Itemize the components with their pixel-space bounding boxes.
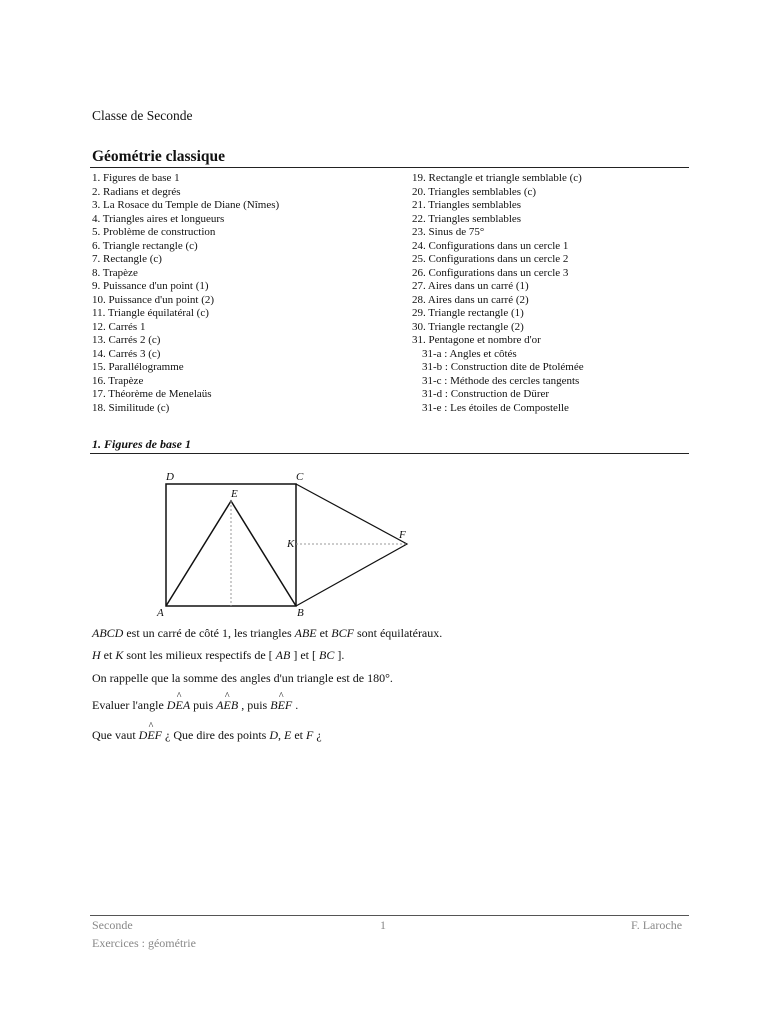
angle-aeb — [216, 698, 238, 712]
label-e: E — [231, 488, 238, 500]
bracket-close: ] — [334, 648, 342, 662]
toc-item[interactable]: 16. Trapèze — [92, 374, 144, 387]
toc-item[interactable]: 15. Parallélogramme — [92, 361, 184, 373]
toc-item[interactable]: 23. Sinus de 75° — [412, 226, 485, 238]
toc-subitem[interactable]: 31-d : Construction de Dürer — [422, 388, 550, 400]
toc-item[interactable]: 21. Triangles semblables — [412, 199, 522, 211]
bracket-open: [ — [312, 648, 320, 662]
label-k: K — [287, 538, 295, 550]
math-segment-bc: BC — [319, 648, 335, 662]
toc-item[interactable]: 17. Théorème de Menelaüs — [92, 388, 212, 400]
angle-letter: A — [182, 698, 191, 712]
angle-letter: B — [230, 698, 239, 712]
math-f: F — [306, 728, 314, 742]
toc-item[interactable]: 26. Configurations dans un cercle 3 — [412, 266, 569, 279]
toc-item[interactable]: 2. Radians et degrés — [92, 185, 181, 198]
math-k: K — [115, 648, 124, 662]
document-title: Géométrie classique — [92, 148, 226, 165]
triangle-bcf — [296, 484, 407, 606]
angle-letter: F — [284, 698, 293, 712]
angle-letter: D — [138, 728, 148, 742]
math-abcd: ABCD — [92, 626, 124, 640]
toc-item[interactable]: 10. Puissance d'un point (2) — [92, 293, 215, 306]
label-a: A — [157, 607, 164, 619]
toc-item[interactable]: 25. Configurations dans un cercle 2 — [412, 253, 569, 265]
paragraph-4 — [92, 698, 298, 713]
angle-bef — [270, 698, 292, 712]
toc-item[interactable]: 19. Rectangle et triangle semblable (c) — [412, 172, 582, 184]
angle-letter: B — [270, 698, 278, 712]
geometry-figure — [140, 466, 430, 626]
toc-item[interactable]: 7. Rectangle (c) — [92, 253, 162, 265]
text-span: et — [297, 648, 313, 662]
toc-item[interactable]: 9. Puissance d'un point (1) — [92, 280, 209, 292]
text-span: . — [292, 698, 299, 712]
toc-item[interactable]: 1. Figures de base 1 — [92, 172, 180, 184]
bracket-open: [ — [268, 648, 276, 662]
footer-page-number: 1 — [380, 918, 386, 932]
angle-vertex: ^ E — [278, 698, 285, 713]
toc-item[interactable]: 31. Pentagone et nombre d'or — [412, 334, 541, 346]
section-title: 1. Figures de base 1 — [92, 437, 191, 451]
toc-subitem[interactable]: 31-a : Angles et côtés — [422, 347, 517, 360]
label-b: B — [297, 607, 304, 619]
toc-right-column — [412, 172, 584, 415]
text-span: Que vaut — [92, 728, 139, 742]
toc-item[interactable]: 4. Triangles aires et longueurs — [92, 212, 225, 225]
toc-item[interactable]: 29. Triangle rectangle (1) — [412, 307, 524, 319]
text-span: et — [291, 728, 307, 742]
text-span: Evaluer l'angle — [92, 698, 167, 712]
toc-item[interactable]: 20. Triangles semblables (c) — [412, 185, 537, 198]
angle-letter: F — [154, 728, 163, 742]
angle-letter: D — [166, 698, 176, 712]
toc-item[interactable]: 13. Carrés 2 (c) — [92, 334, 161, 346]
text-span: puis — [190, 698, 217, 712]
text-span: ¿ — [313, 728, 322, 742]
angle-vertex: ^ E — [175, 698, 182, 713]
footer-author: F. Laroche — [631, 918, 683, 932]
paragraph-3: On rappelle que la somme des angles d'un triangle est de 180°. — [92, 671, 393, 685]
toc-item[interactable]: 27. Aires dans un carré (1) — [412, 280, 529, 292]
toc-item[interactable]: 22. Triangles semblables — [412, 212, 522, 225]
toc-subitem[interactable]: 31-e : Les étoiles de Compostelle — [422, 401, 569, 414]
section-rule — [90, 453, 689, 454]
paragraph-2 — [92, 648, 344, 663]
math-d: D — [269, 728, 278, 742]
text-span: , puis — [238, 698, 271, 712]
text-span: . — [341, 648, 345, 662]
text-span: , — [278, 728, 284, 742]
label-d: D — [166, 471, 174, 483]
label-c: C — [296, 471, 304, 483]
angle-vertex: ^ E — [224, 698, 231, 713]
toc-item[interactable]: 8. Trapèze — [92, 266, 138, 279]
text-span: sont équilatéraux. — [353, 626, 443, 640]
toc-item[interactable]: 12. Carrés 1 — [92, 320, 146, 333]
text-span: sont les milieux respectifs de — [123, 648, 269, 662]
math-segment-ab: AB — [275, 648, 291, 662]
angle-def — [139, 728, 162, 742]
angle-vertex: ^ E — [147, 728, 154, 743]
toc-subitem[interactable]: 31-c : Méthode des cercles tangents — [422, 374, 580, 387]
toc-left-column — [92, 172, 279, 415]
toc-item[interactable]: 3. La Rosace du Temple de Diane (Nîmes) — [92, 199, 280, 211]
angle-dea — [167, 698, 190, 712]
toc-subitem[interactable]: 31-b : Construction dite de Ptolémée — [422, 361, 584, 373]
footer-left-line1: Seconde — [92, 918, 133, 932]
toc-item[interactable]: 18. Similitude (c) — [92, 401, 170, 414]
math-h: H — [92, 648, 101, 662]
text-span: ¿ Que dire des points — [162, 728, 270, 742]
bracket-close: ] — [290, 648, 298, 662]
toc-item[interactable]: 6. Triangle rectangle (c) — [92, 239, 198, 252]
math-e: E — [284, 728, 292, 742]
paragraph-1 — [92, 626, 442, 641]
label-f: F — [399, 529, 406, 541]
angle-letter: A — [216, 698, 224, 712]
footer-rule — [90, 915, 689, 916]
toc-item[interactable]: 30. Triangle rectangle (2) — [412, 320, 524, 333]
paragraph-5 — [92, 728, 322, 743]
toc-item[interactable]: 24. Configurations dans un cercle 1 — [412, 239, 569, 252]
text-span: est un carré de côté 1, les triangles — [123, 626, 295, 640]
text-span: et — [316, 626, 332, 640]
toc-item[interactable]: 28. Aires dans un carré (2) — [412, 293, 529, 306]
toc-item[interactable]: 11. Triangle équilatéral (c) — [92, 307, 209, 319]
title-rule — [90, 167, 689, 168]
math-abe: ABE — [294, 626, 317, 640]
text-span: et — [100, 648, 116, 662]
class-line: Classe de Seconde — [92, 108, 193, 123]
toc-item[interactable]: 14. Carrés 3 (c) — [92, 347, 161, 360]
footer-left-line2: Exercices : géométrie — [92, 936, 196, 950]
math-bcf: BCF — [331, 626, 354, 640]
toc-item[interactable]: 5. Problème de construction — [92, 226, 216, 238]
